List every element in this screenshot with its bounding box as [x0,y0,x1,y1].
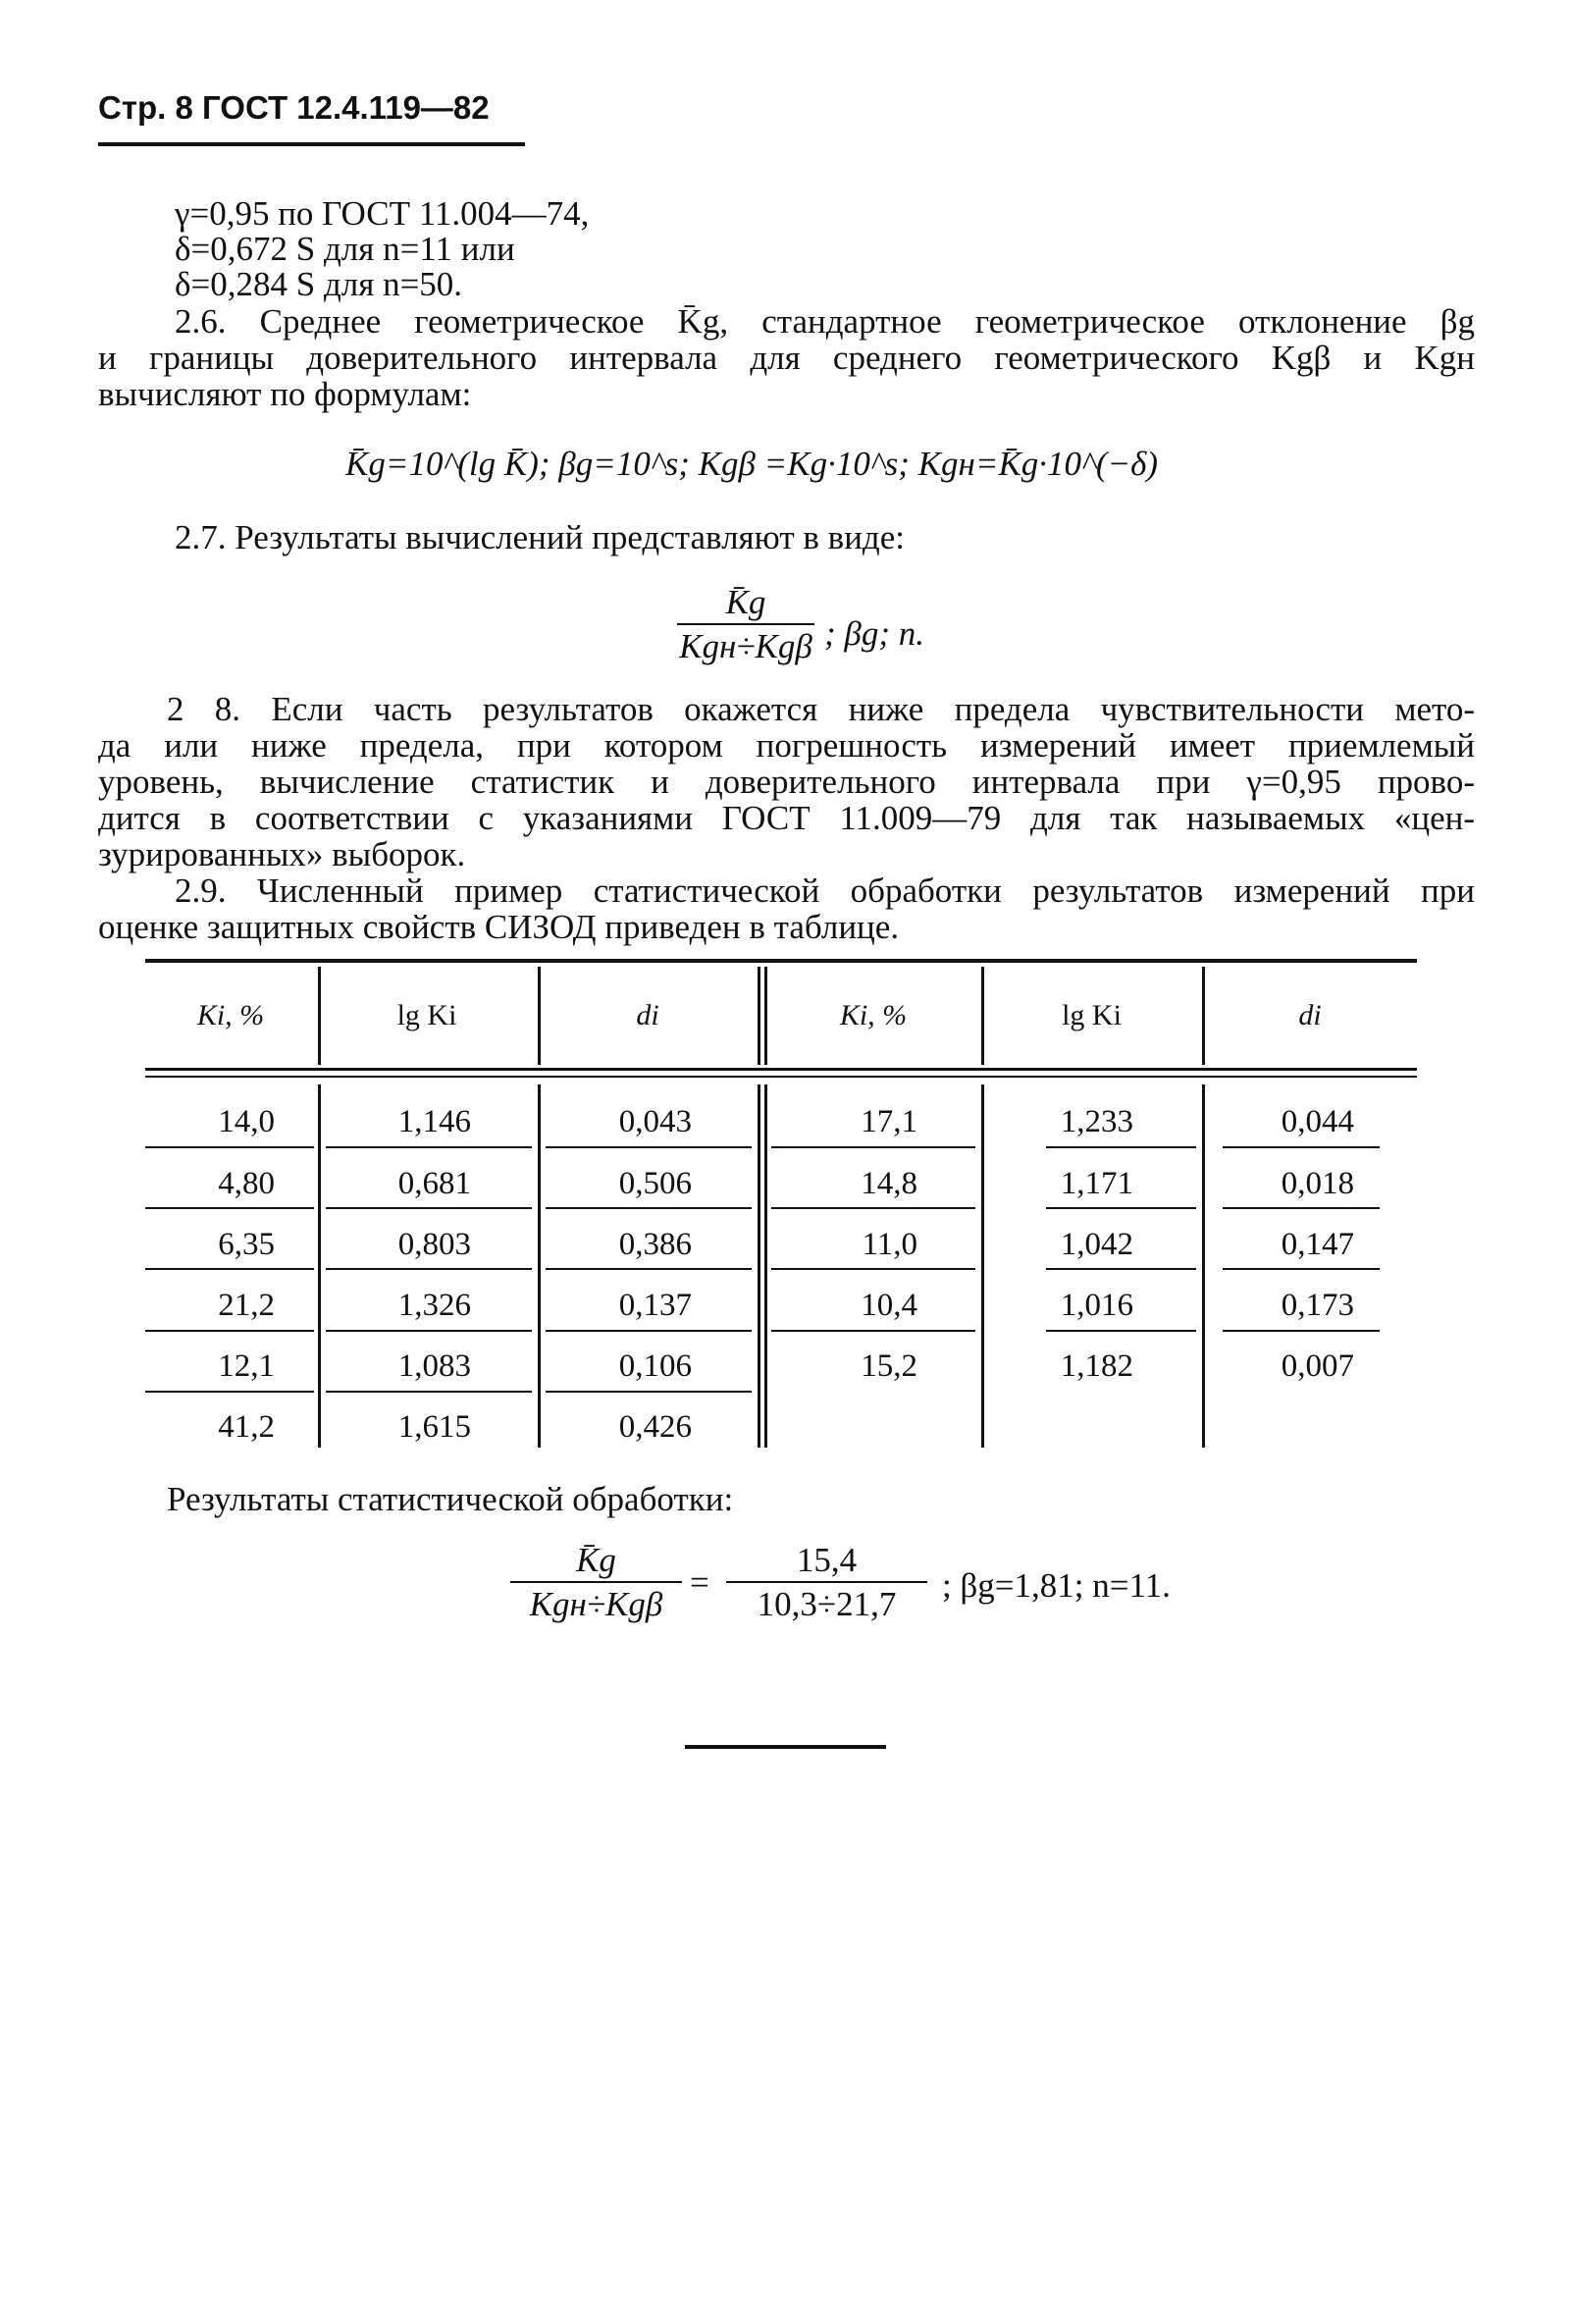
row-rule [1046,1146,1196,1148]
table-vline [981,1084,984,1448]
table-cell: 1,042 [1060,1227,1133,1262]
p29-line-2: оценке защитных свойств СИЗОД приведен в таблице. [98,908,900,946]
table-cell: 0,426 [618,1409,692,1445]
row-rule [771,1207,975,1209]
header-rule [98,142,525,146]
p28-line-2: да или ниже предела, при котором погрешность измерений имеет приемлемый [98,726,1475,765]
p28-line-5: зурированных» выборок. [98,835,466,873]
results-rhs-fraction [726,1543,927,1621]
row-rule [145,1330,314,1332]
fraction-rule [677,623,814,625]
table-cell: 14,8 [861,1166,917,1201]
table-cell: 1,233 [1060,1104,1133,1139]
table-cell: 21,2 [218,1288,275,1323]
table-cell: 17,1 [861,1104,917,1139]
table-cell: 0,106 [618,1348,692,1384]
table-vline [758,967,760,1065]
table-vline [1202,1084,1205,1448]
table-cell: 1,146 [397,1104,471,1139]
table-cell: 0,147 [1281,1227,1354,1262]
p27-text: 2.7. Результаты вычислений представляют в виде: [175,518,905,556]
table-cell: 15,2 [861,1348,917,1384]
row-rule [326,1207,532,1209]
row-rule [326,1268,532,1270]
table-cell: 0,137 [618,1288,692,1323]
results-label: Результаты статистической обработки: [167,1480,734,1518]
row-rule [546,1146,752,1148]
row-rule [1223,1268,1380,1270]
row-rule [326,1391,532,1393]
table-header-rule-2 [145,1076,1417,1078]
row-rule [326,1146,532,1148]
row-rule [1223,1330,1380,1332]
table-header-cell: di [636,999,659,1031]
row-rule [145,1391,314,1393]
table-cell: 6,35 [218,1227,275,1262]
results-rhs-denominator: 10,3÷21,7 [757,1585,897,1623]
intro-line-1: γ=0,95 по ГОСТ 11.004—74, [175,194,590,233]
row-rule [546,1391,752,1393]
row-rule [771,1268,975,1270]
table-header-cell: di [1298,999,1322,1031]
page-header: Стр. 8 ГОСТ 12.4.119—82 [98,89,490,126]
table-cell: 4,80 [218,1166,275,1201]
table-cell: 1,326 [397,1288,471,1323]
results-lhs-fraction [510,1543,682,1621]
row-rule [1223,1146,1380,1148]
table-cell: 0,386 [618,1227,692,1262]
table-cell: 0,018 [1281,1166,1354,1201]
intro-line-3: δ=0,284 S для n=50. [175,265,463,303]
results-lhs-numerator: K̄g [576,1541,616,1579]
table-header-cell: Ki, % [196,999,265,1031]
fraction-rule [726,1581,927,1583]
table-vline [758,1084,760,1448]
results-lhs-denominator: Kgн÷Kgβ [529,1585,663,1623]
row-rule [546,1207,752,1209]
row-rule [1046,1268,1196,1270]
p28-line-1: 2 8. Если часть результатов окажется ниже предела чувствительности мето- [167,690,1475,728]
table-cell: 0,803 [397,1227,471,1262]
end-rule [685,1745,886,1749]
table-header-cell: lg Ki [1062,999,1122,1031]
table-top-rule [145,959,1417,963]
table-cell: 11,0 [862,1227,917,1262]
table-cell: 1,182 [1060,1348,1133,1384]
fraction-rule [510,1581,682,1583]
table-cell: 14,0 [218,1104,275,1139]
row-rule [546,1330,752,1332]
row-rule [1046,1207,1196,1209]
table-header-cell: Ki, % [839,999,908,1031]
table-header-cell: lg Ki [396,999,457,1031]
table-header-rule [145,1068,1417,1071]
equals-sign: = [690,1563,709,1602]
table-vline [318,967,321,1065]
table-cell: 0,007 [1281,1348,1354,1384]
table-vline [318,1084,321,1448]
table-cell: 1,171 [1060,1166,1133,1201]
table-vline [764,967,767,1065]
p27-denominator: Kgн÷Kgβ [679,627,812,665]
p26-line-3: вычисляют по формулам: [98,375,472,413]
table-cell: 0,043 [618,1104,692,1139]
table-vline [1202,967,1205,1065]
p27-fraction [677,585,814,663]
intro-line-2: δ=0,672 S для n=11 или [175,230,515,268]
table-cell: 1,615 [397,1409,471,1445]
p29-line-1: 2.9. Численный пример статистической обработки результатов измерений при [175,872,1475,910]
row-rule [1046,1330,1196,1332]
formula-2-6: K̄g=10^(lg K̄); βg=10^s; Kgβ =Kg·10^s; Kgн=K̄g·10^(−δ) [345,445,1159,483]
p27-tail: ; βg; n. [824,614,924,653]
table-cell: 41,2 [218,1409,275,1445]
results-tail: ; βg=1,81; n=11. [942,1566,1171,1605]
table-cell: 1,016 [1060,1288,1133,1323]
table-cell: 1,083 [397,1348,471,1384]
row-rule [771,1146,975,1148]
table-cell: 0,173 [1281,1288,1354,1323]
row-rule [1223,1207,1380,1209]
p27-numerator: K̄g [725,583,766,621]
row-rule [326,1330,532,1332]
p26-line-1: 2.6. Среднее геометрическое K̄g, стандартное геометрическое отклонение βg [175,302,1475,341]
p26-line-2: и границы доверительного интервала для среднего геометрического Kgβ и Kgн [98,339,1475,377]
table-cell: 0,681 [397,1166,471,1201]
row-rule [546,1268,752,1270]
table-vline [981,967,984,1065]
p28-line-3: уровень, вычисление статистик и доверительного интервала при γ=0,95 прово- [98,763,1475,801]
results-rhs-numerator: 15,4 [796,1541,858,1579]
row-rule [145,1207,314,1209]
row-rule [145,1146,314,1148]
table-vline [538,1084,541,1448]
table-cell: 12,1 [218,1348,275,1384]
p28-line-4: дится в соответствии с указаниями ГОСТ 11.009—79 для так называемых «цен- [98,799,1475,837]
row-rule [771,1330,975,1332]
table-cell: 0,506 [618,1166,692,1201]
table-vline [538,967,541,1065]
table-cell: 0,044 [1281,1104,1354,1139]
row-rule [145,1268,314,1270]
table-cell: 10,4 [861,1288,917,1323]
table-vline [764,1084,767,1448]
